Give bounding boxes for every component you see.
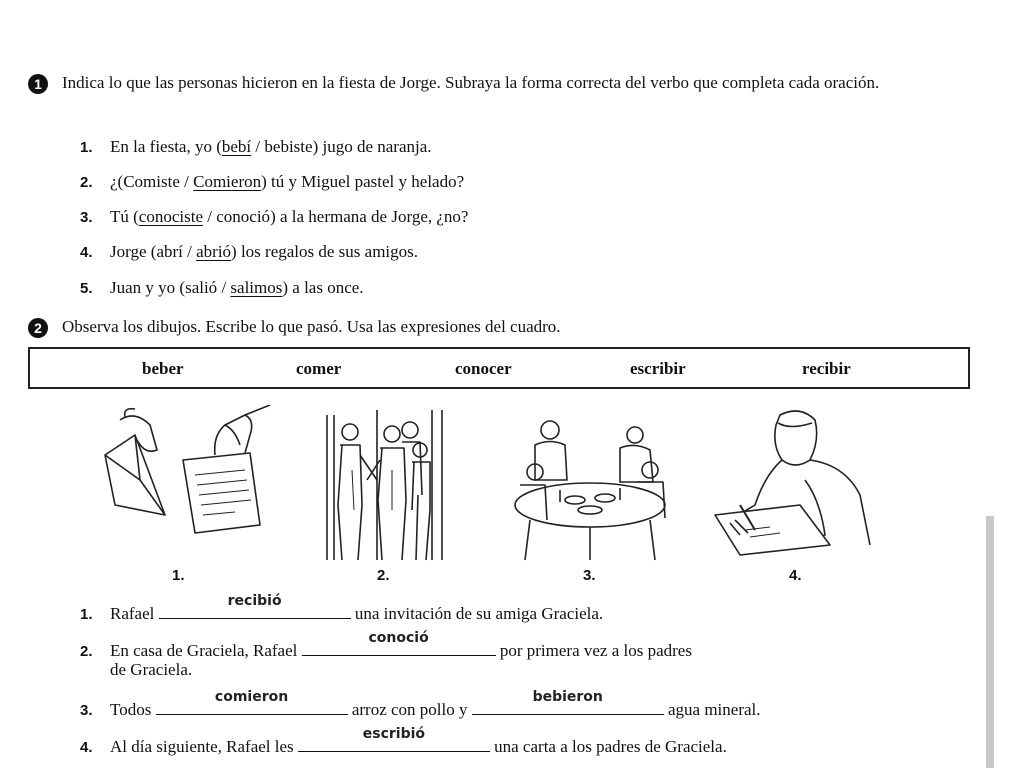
exercise-1-number: 1 [28,74,48,94]
answer-blank[interactable] [156,689,348,715]
option[interactable]: salió [185,278,218,297]
item-text: ) a la hermana de Jorge, ¿no? [270,207,469,226]
picture-1-invitation [95,405,275,565]
item-text: Jorge ( [110,242,157,261]
picture-label: 4. [789,567,802,584]
item-number: 5. [80,280,93,297]
separator: / [179,172,194,191]
item-text: Juan y yo ( [110,278,186,297]
item-text: arroz con pollo y [347,700,472,719]
item-text: una carta a los padres de Graciela. [489,737,727,756]
item-text: ) jugo de naranja. [312,137,432,156]
option-underlined[interactable]: salimos [230,278,283,297]
item-text: ) a las once. [282,278,364,297]
item-number: 4. [80,739,93,756]
option-underlined[interactable]: conociste [138,207,203,226]
option[interactable]: Comiste [123,172,180,191]
option[interactable]: conoció [216,207,271,226]
ex1-item-1 [80,136,432,159]
item-text: Rafael [110,604,159,623]
exercise-2-instruction: Observa los dibujos. Escribe lo que pasó. Usa las expresiones del cuadro. [62,317,561,336]
answer-blank[interactable] [302,630,496,656]
option-underlined[interactable]: abrió [196,242,232,261]
option-underlined[interactable]: Comieron [193,172,262,191]
item-text: En la fiesta, yo ( [110,137,222,156]
item-text: Todos [110,700,156,719]
exercise-2-number: 2 [28,318,48,338]
item-number: 3. [80,209,93,226]
ex2-item-1 [80,593,604,626]
item-text: En casa de Graciela, Rafael [110,641,302,660]
picture-2-meeting [322,410,452,565]
item-text: Tú ( [110,207,139,226]
item-number: 1. [80,139,93,156]
item-number: 2. [80,643,93,660]
picture-4-writing [710,405,880,565]
option[interactable]: bebiste [264,137,313,156]
word-bank-item: beber [142,359,184,378]
item-number: 3. [80,702,93,719]
answer-blank[interactable] [159,593,351,619]
item-text: agua mineral. [663,700,761,719]
separator: / [217,278,231,297]
handwritten-answer: bebieron [532,689,603,705]
item-text: por primera vez a los padres [495,641,692,660]
handwritten-answer: comieron [214,689,289,705]
item-text: una invitación de su amiga Graciela. [350,604,604,623]
handwritten-answer: escribió [362,726,426,742]
ex1-item-3 [80,206,468,229]
item-number: 4. [80,244,93,261]
separator: / [203,207,217,226]
word-bank-box [28,347,970,389]
word-bank-item: comer [296,359,342,378]
ex2-item-4 [80,726,727,759]
answer-blank[interactable] [298,726,490,752]
word-bank-item: escribir [630,359,686,378]
word-bank-item: recibir [802,359,851,378]
answer-blank[interactable] [472,689,664,715]
word-bank-item: conocer [455,359,512,378]
item-text: ) tú y Miguel pastel y helado? [261,172,465,191]
picture-label: 1. [172,567,185,584]
ex1-item-5 [80,277,364,300]
item-number: 1. [80,606,93,623]
vertical-scrollbar[interactable] [986,516,994,768]
item-text: ) los regalos de sus amigos. [231,242,419,261]
picture-label: 2. [377,567,390,584]
item-text: ¿( [110,172,124,191]
item-text: Al día siguiente, Rafael les [110,737,298,756]
separator: / [182,242,197,261]
exercise-2-header [28,316,922,338]
separator: / [251,137,265,156]
option-underlined[interactable]: bebí [221,137,252,156]
handwritten-answer: recibió [227,593,282,609]
handwritten-answer: conoció [368,630,429,646]
picture-label: 3. [583,567,596,584]
ex2-item-3 [80,689,761,722]
item-number: 2. [80,174,93,191]
picture-3-dinner [505,410,675,565]
ex1-item-4 [80,241,418,264]
ex1-item-2 [80,171,464,194]
option[interactable]: abrí [156,242,183,261]
exercise-1-header [28,72,922,94]
exercise-1-instruction: Indica lo que las personas hicieron en la fiesta de Jorge. Subraya la forma correcta del verbo que completa cada oración. [62,73,880,92]
ex2-item-2-continued: de Graciela. [110,660,193,679]
